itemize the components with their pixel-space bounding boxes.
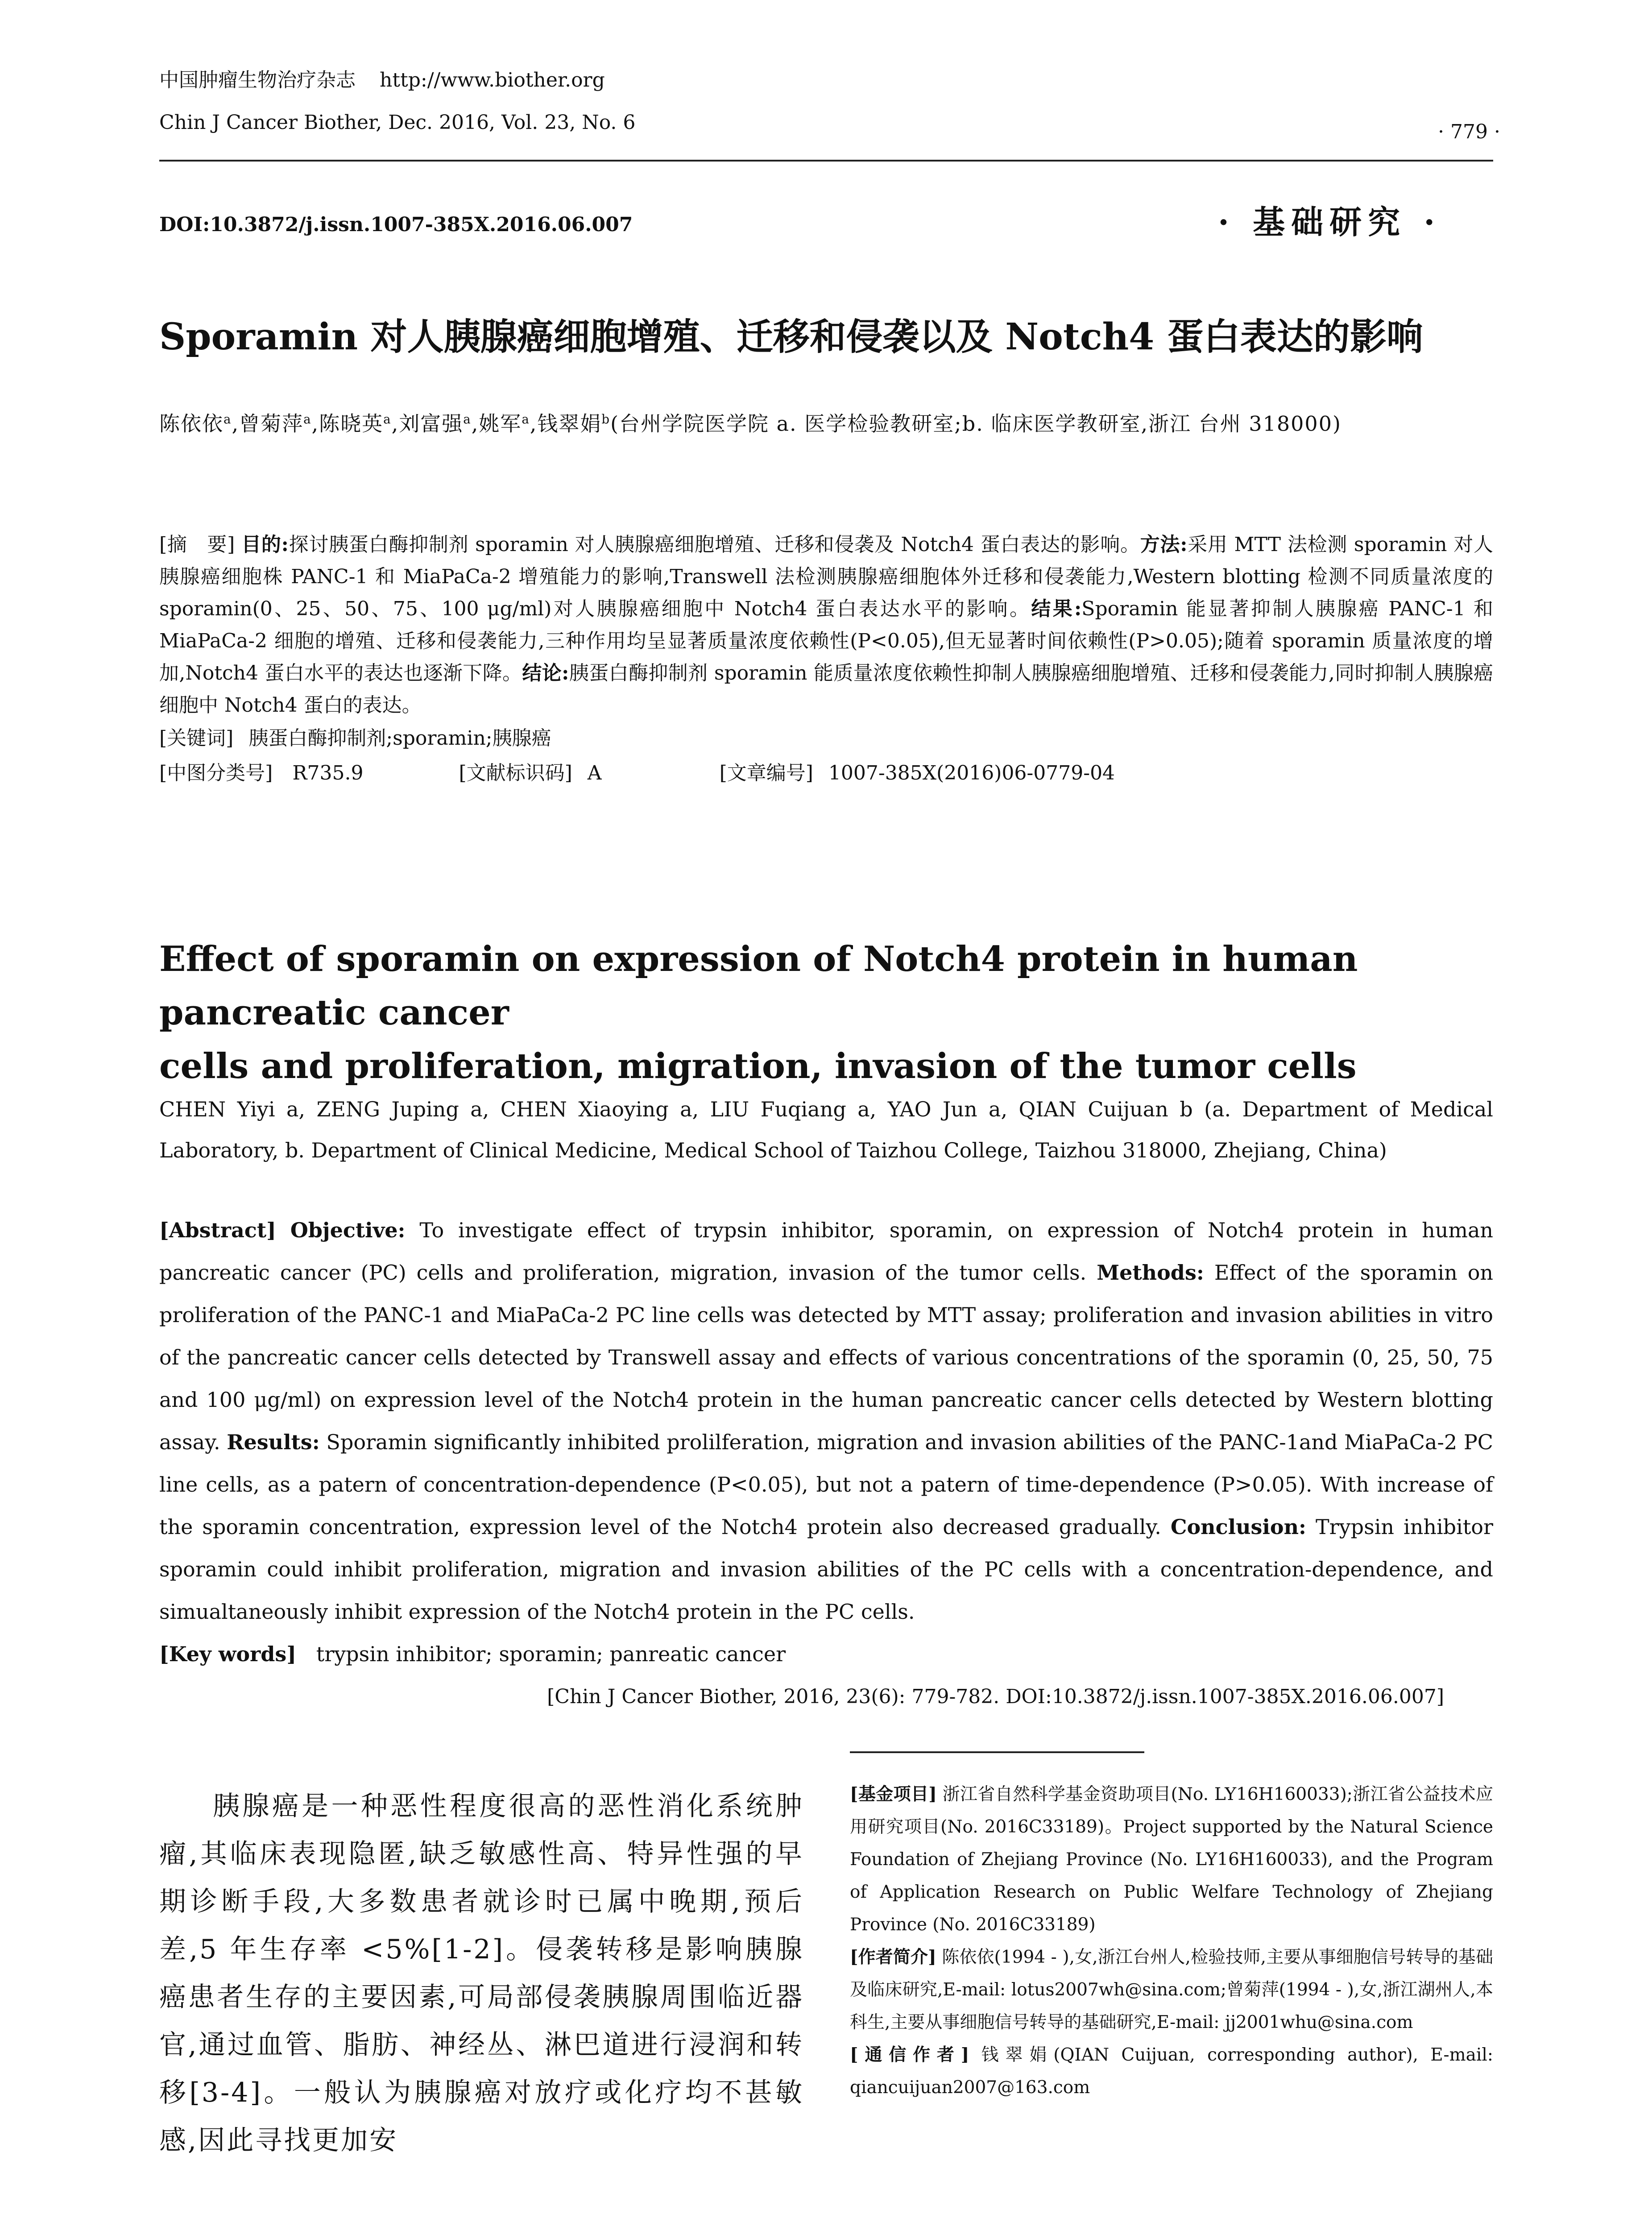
clc-value: R735.9: [292, 762, 364, 784]
results-label-cn: 结果:: [1031, 597, 1082, 620]
abstract-cn: [159, 529, 1493, 789]
methods-label-en: Methods:: [1097, 1261, 1204, 1285]
abstract-label-cn: [摘 要]: [159, 533, 235, 556]
page-number: · 779 ·: [1438, 120, 1500, 143]
objective-cn: 探讨胰蛋白酶抑制剂 sporamin 对人胰腺癌细胞增殖、迁移和侵袭及 Notch4 蛋白表达的影响。: [288, 533, 1140, 556]
methods-label-cn: 方法:: [1140, 533, 1188, 556]
corresponding-text: 钱翠娟(QIAN Cuijuan, corresponding author), E-mail: qiancuijuan2007@163.com: [850, 2045, 1493, 2098]
conclusion-label-cn: 结论:: [522, 662, 569, 684]
keywords-label-en: [Key words]: [159, 1642, 297, 1666]
footnote-rule: [850, 1751, 1144, 1753]
fund-text: 浙江省自然科学基金资助项目(No. LY16H160033);浙江省公益技术应用研究项目(No. 2016C33189)。Project supported by the Natural Science Foundation of Zhejiang Province (No. LY16H160033), and the Program of Application Research on Public Welfare Technology of Zhejiang Province (No. 2016C33189): [850, 1784, 1493, 1935]
article-no-value: 1007-385X(2016)06-0779-04: [828, 762, 1115, 784]
fund-note: [850, 1778, 1493, 1941]
author-first-cn: 陈依依: [159, 411, 224, 436]
conclusion-en: Trypsin inhibitor sporamin could inhibit proliferation, migration and invasion abilities of the PC cells with a concentration-dependence, and simualtaneously inhibit expression of the Notch4 protein in the PC cells.: [159, 1515, 1493, 1624]
doc-code-label: [文献标识码]: [459, 762, 572, 784]
corresponding-note: [850, 2039, 1493, 2104]
results-label-en: Results:: [227, 1430, 320, 1454]
objective-label-cn: 目的:: [241, 533, 289, 556]
article-title-en: [159, 933, 1493, 1093]
citation: [Chin J Cancer Biother, 2016, 23(6): 779-782. DOI:10.3872/j.issn.1007-385X.2016.06.007]: [547, 1685, 1444, 1708]
article-no-label: [文章编号]: [719, 762, 813, 784]
article-title-cn: Sporamin 对人胰腺癌细胞增殖、迁移和侵袭以及 Notch4 蛋白表达的影响: [159, 315, 1423, 358]
header-rule: [159, 160, 1493, 162]
footnotes: [850, 1778, 1493, 2104]
journal-name-cn: [159, 67, 605, 94]
keywords-label-cn: [关键词]: [159, 727, 234, 750]
section-label: · 基础研究 ·: [1218, 203, 1441, 241]
results-cn: Sporamin 能显著抑制人胰腺癌 PANC-1 和 MiaPaCa-2 细胞的增殖、迁移和侵袭能力,三种作用均呈显著质量浓度依赖性(P<0.05),但无显著时间依赖性(P>0.05);随着 sporamin 质量浓度的增加,Notch4 蛋白水平的表达也逐渐下降。: [159, 597, 1493, 684]
objective-label-en: Objective:: [290, 1218, 406, 1242]
methods-en: Effect of the sporamin on proliferation of the PANC-1 and MiaPaCa-2 PC line cells was detected by MTT assay; proliferation and invasion abilities in vitro of the pancreatic cancer cells detected by Transwell assay and effects of various concentrations of the sporamin (0, 25, 50, 75 and 100 μg/ml) on expression level of the Notch4 protein in the human pancreatic cancer cells detected by Western blotting assay.: [159, 1261, 1494, 1454]
doc-code-value: A: [587, 762, 602, 784]
journal-title-cn: 中国肿瘤生物治疗杂志: [159, 69, 356, 91]
author-intro-text: 陈依依(1994 - ),女,浙江台州人,检验技师,主要从事细胞信号转导的基础及临床研究,E-mail: lotus2007wh@sina.com;曾菊萍(1994 - ),女,浙江湖州人,本科生,主要从事细胞信号转导的基础研究,E-mail: jj2001whu@sina.com: [850, 1947, 1493, 2032]
journal-name-en: Chin J Cancer Biother, Dec. 2016, Vol. 23, No. 6: [159, 111, 636, 134]
authors-cn: 陈依依$^a$,曾菊萍$^a$,陈晓英$^a$,刘富强$^a$,姚军$^a$,钱翠娟$^b$(台州学院医学院 a. 医学检验教研室;b. 临床医学教研室,浙江 台州 318000): [159, 411, 1341, 436]
journal-url[interactable]: http://www.biother.org: [380, 69, 605, 91]
abstract-label-en: [Abstract]: [159, 1218, 276, 1242]
keywords-en: trypsin inhibitor; sporamin; panreatic cancer: [316, 1642, 786, 1666]
title-en-line1: Effect of sporamin on expression of Notch4 protein in human pancreatic cancer: [159, 939, 1358, 1033]
title-en-line2: cells and proliferation, migration, invasion of the tumor cells: [159, 1046, 1357, 1086]
keywords-cn: 胰蛋白酶抑制剂;sporamin;胰腺癌: [248, 727, 551, 750]
fund-label: [基金项目]: [850, 1784, 937, 1804]
conclusion-label-en: Conclusion:: [1170, 1515, 1307, 1539]
results-en: Sporamin significantly inhibited prolilferation, migration and invasion abilities of the PANC-1and MiaPaCa-2 PC line cells, as a patern of concentration-dependence (P<0.05), but not a patern of time-dependence (P>0.05). With increase of the sporamin concentration, expression level of the Notch4 protein also decreased gradually.: [159, 1430, 1493, 1539]
doi[interactable]: DOI:10.3872/j.issn.1007-385X.2016.06.007: [159, 213, 633, 236]
body-paragraph: 胰腺癌是一种恶性程度很高的恶性消化系统肿瘤,其临床表现隐匿,缺乏敏感性高、特异性强的早期诊断手段,大多数患者就诊时已属中晚期,预后差,5 年生存率 <5%[1-2]。侵袭转移是影响胰腺癌患者生存的主要因素,可局部侵袭胰腺周围临近器官,通过血管、脂肪、神经丛、淋巴道进行浸润和转移[3-4]。一般认为胰腺癌对放疗或化疗均不甚敏感,因此寻找更加安: [159, 1791, 804, 2156]
methods-cn: 采用 MTT 法检测 sporamin 对人胰腺癌细胞株 PANC-1 和 MiaPaCa-2 增殖能力的影响,Transwell 法检测胰腺癌细胞体外迁移和侵袭能力,Western blotting 检测不同质量浓度的 sporamin(0、25、50、75、100 μg/ml)对人胰腺癌细胞中 Notch4 蛋白表达水平的影响。: [159, 533, 1493, 620]
author-intro-label: [作者简介]: [850, 1947, 936, 1967]
conclusion-cn: 胰蛋白酶抑制剂 sporamin 能质量浓度依赖性抑制人胰腺癌细胞增殖、迁移和侵袭能力,同时抑制人胰腺癌细胞中 Notch4 蛋白的表达。: [159, 662, 1493, 717]
authors-en: CHEN Yiyi a, ZENG Juping a, CHEN Xiaoying a, LIU Fuqiang a, YAO Jun a, QIAN Cuijuan b (a. Department of Medical Laboratory, b. Department of Clinical Medicine, Medical School of Taizhou College, Taizhou 318000, Zhejiang, China): [159, 1097, 1493, 1162]
author-note: [850, 1941, 1493, 2039]
clc-label: [中图分类号]: [159, 762, 273, 784]
corresponding-label: [通信作者]: [850, 2044, 969, 2065]
abstract-en: [159, 1209, 1493, 1718]
objective-en: To investigate effect of trypsin inhibitor, sporamin, on expression of Notch4 protein in human pancreatic cancer (PC) cells and proliferation, migration, invasion of the tumor cells.: [159, 1218, 1494, 1285]
